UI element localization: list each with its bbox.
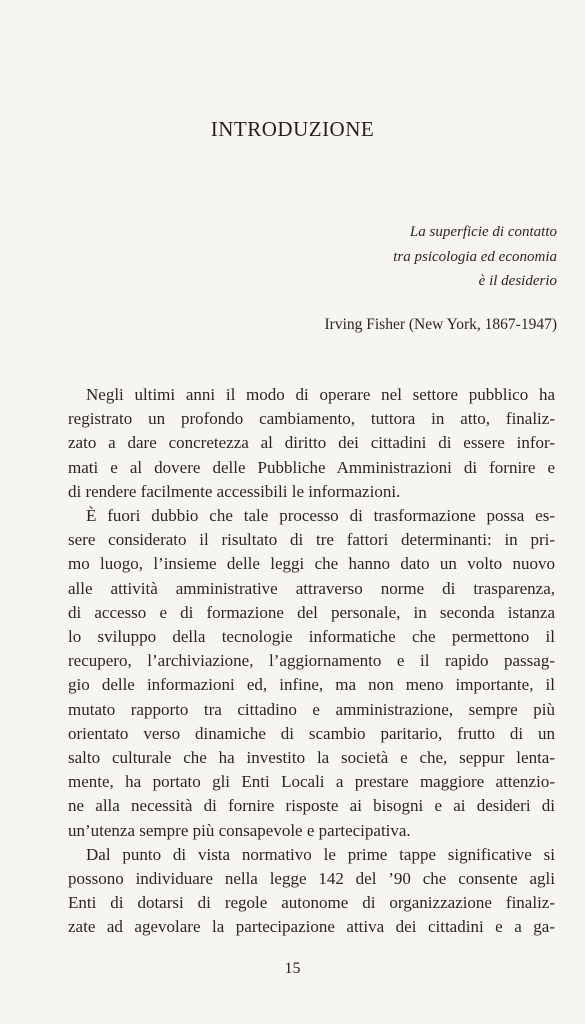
text-line: mo luogo, l’insieme delle leggi che hanno dato un volto nuovo [68,554,555,574]
text-line: lo sviluppo della tecnologie informatiche che permettono il [68,627,555,647]
text-line: di rendere facilmente accessibili le informazioni. [68,481,401,501]
epigraph-attribution: Irving Fisher (New York, 1867-1947) [324,316,557,333]
text-line: mente, ha portato gli Enti Locali a prestare maggiore attenzio- [68,772,555,792]
paragraph [68,504,555,843]
page-number: 15 [284,960,301,977]
text-line: zato a dare concretezza al diritto dei cittadini di essere infor- [68,433,555,453]
text-line: mutato rapporto tra cittadino e amministrazione, sempre più [68,699,555,719]
body-text [68,383,555,940]
text-line: gio delle informazioni ed, infine, ma non meno importante, il [68,675,555,695]
text-line: sere considerato il risultato di tre fattori determinanti: in pri- [68,530,555,550]
epigraph-line: La superficie di contatto [409,224,557,240]
text-line: alle attività amministrative attraverso norme di trasparenza, [68,578,555,598]
epigraph-line: è il desiderio [478,273,557,289]
epigraph-line: tra psicologia ed economia [393,248,557,265]
text-line: Enti di dotarsi di regole autonome di organizzazione finaliz- [68,893,555,913]
text-line: zate ad agevolare la partecipazione attiva dei cittadini e a ga- [68,917,555,937]
text-line: un’utenza sempre più consapevole e partecipativa. [68,820,411,840]
text-line: È fuori dubbio che tale processo di trasformazione possa es- [86,506,555,526]
text-line: Dal punto di vista normativo le prime tappe significative si [86,844,555,864]
text-line: registrato un profondo cambiamento, tuttora in atto, finaliz- [68,409,555,429]
text-line: di accesso e di formazione del personale, in seconda istanza [68,602,555,622]
paragraph [68,383,555,504]
paragraph [68,843,555,940]
text-line: mati e al dovere delle Pubbliche Amministrazioni di fornire e [68,457,555,477]
epigraph [393,220,557,294]
text-line: possono individuare nella legge 142 del ’90 che consente agli [68,869,555,889]
text-line: salto culturale che ha investito la società e che, seppur lenta- [68,748,555,768]
chapter-title: INTRODUZIONE [210,117,375,141]
text-line: recupero, l’archiviazione, l’aggiornamento e il rapido passag- [68,651,555,671]
text-line: ne alla necessità di fornire risposte ai bisogni e ai desideri di [68,796,555,816]
text-line: orientato verso dinamiche di scambio paritario, frutto di un [68,723,555,743]
text-line: Negli ultimi anni il modo di operare nel settore pubblico ha [86,385,555,404]
